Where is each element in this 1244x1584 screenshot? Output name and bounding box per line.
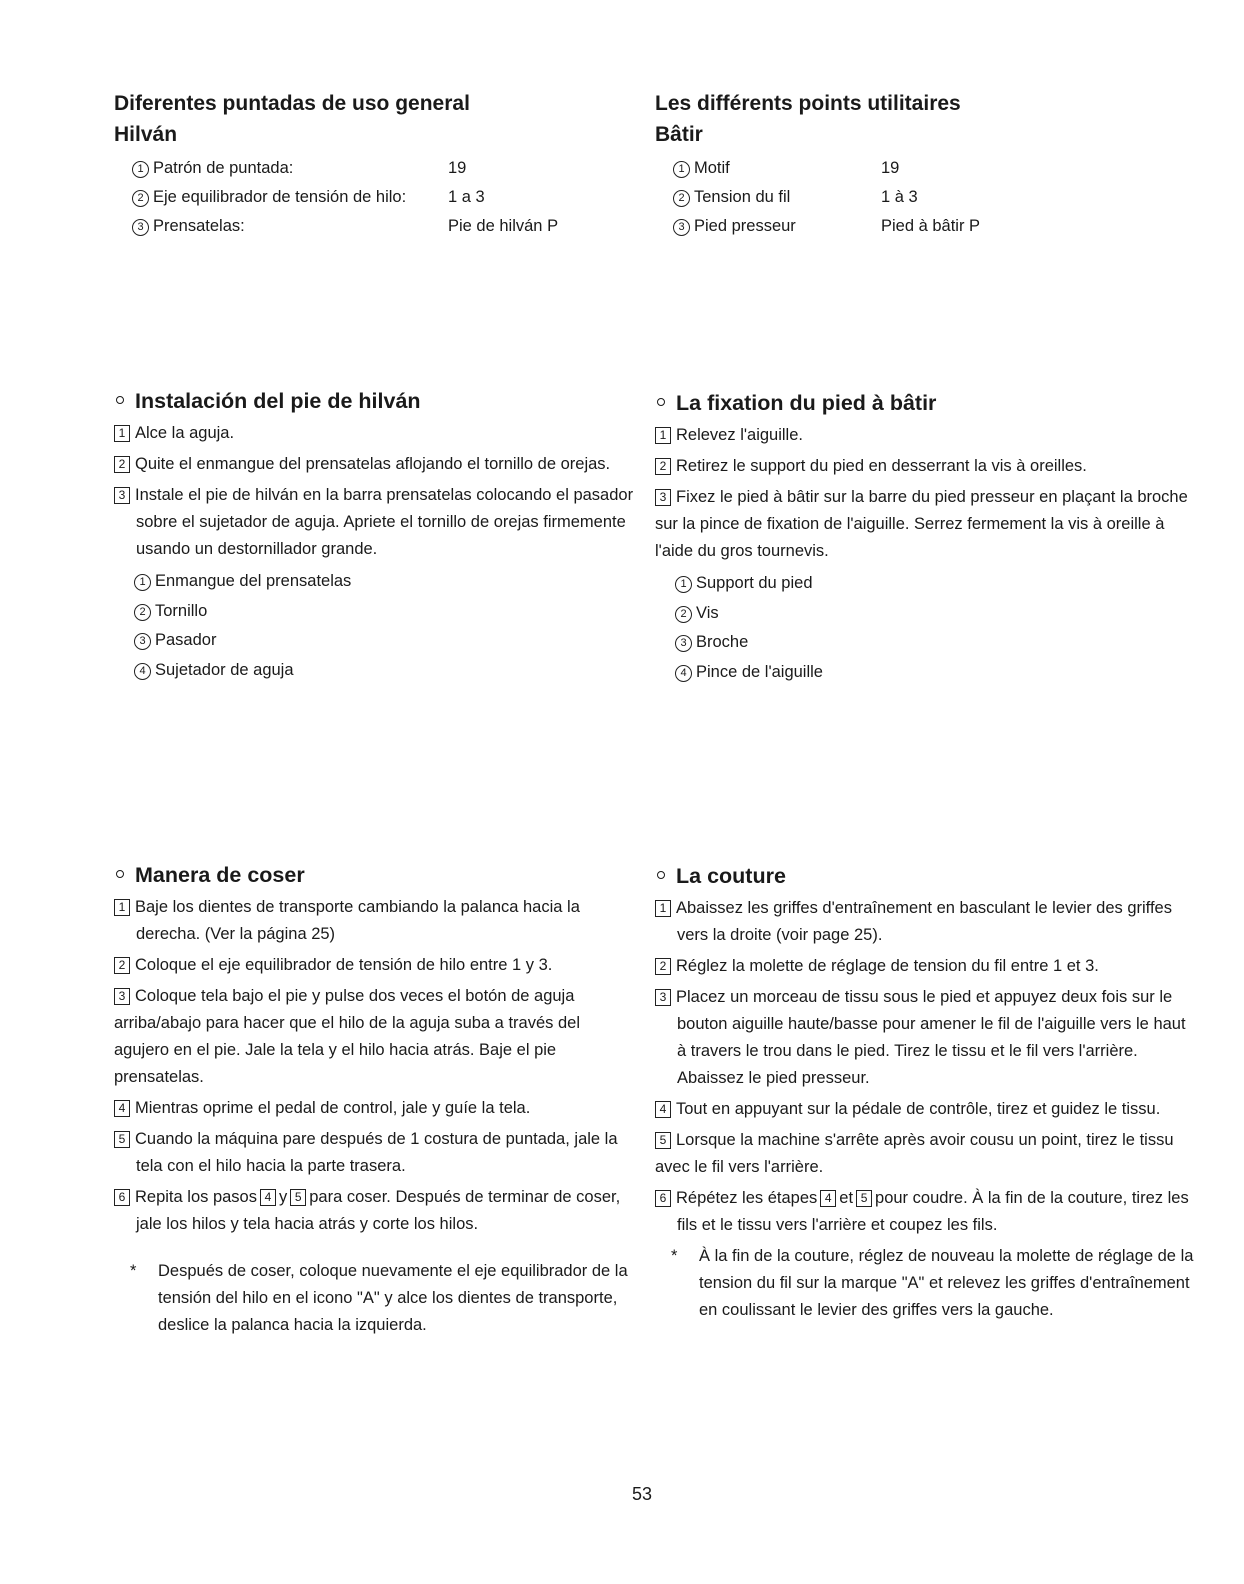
part-3 xyxy=(655,628,1195,658)
page-title-fr: Les différents points utilitaires xyxy=(655,92,961,115)
boxed-number: 1 xyxy=(114,899,130,916)
step-2 xyxy=(114,952,634,979)
circled-number: 4 xyxy=(675,665,692,682)
part-3 xyxy=(114,626,634,656)
part-label: Tornillo xyxy=(155,601,208,620)
boxed-number: 5 xyxy=(655,1132,671,1149)
step-text: Retirez le support du pied en desserrant la vis à oreilles. xyxy=(676,457,1087,475)
step-text: Coloque el eje equilibrador de tensión de hilo entre 1 y 3. xyxy=(135,956,553,974)
spec-value: 1 a 3 xyxy=(448,188,485,206)
spec-row-fr-2 xyxy=(655,183,1195,212)
section-title-text: La fixation du pied à bâtir xyxy=(676,391,937,415)
page-title-es: Diferentes puntadas de uso general xyxy=(114,92,470,115)
asterisk: * xyxy=(671,1247,678,1265)
boxed-number: 5 xyxy=(290,1189,306,1206)
spec-row-fr-1 xyxy=(655,154,1195,183)
boxed-number: 2 xyxy=(114,957,130,974)
circled-number: 3 xyxy=(134,633,151,650)
circled-number: 2 xyxy=(675,606,692,623)
boxed-number: 6 xyxy=(114,1189,130,1206)
page-number: 53 xyxy=(631,1484,653,1504)
spec-label: Prensatelas: xyxy=(153,217,245,235)
part-1 xyxy=(114,567,634,597)
circled-number: 1 xyxy=(673,161,690,178)
boxed-number: 5 xyxy=(856,1190,872,1207)
boxed-number: 4 xyxy=(260,1189,276,1206)
asterisk: * xyxy=(130,1262,137,1280)
note-es xyxy=(114,1258,634,1339)
step-text: et xyxy=(839,1189,854,1207)
step-text: Cuando la máquina pare después de 1 costura de puntada, jale la tela con el hilo hacia la parte trasera. xyxy=(135,1130,618,1175)
part-4 xyxy=(114,656,634,686)
spec-value: Pie de hilván P xyxy=(448,217,559,235)
section-title-text: La couture xyxy=(676,864,786,888)
step-1 xyxy=(114,420,634,447)
part-4 xyxy=(655,658,1195,688)
part-label: Pince de l'aiguille xyxy=(696,662,823,681)
part-2 xyxy=(655,599,1195,629)
sew-section-fr xyxy=(655,861,1195,1324)
boxed-number: 1 xyxy=(655,900,671,917)
note-fr xyxy=(655,1243,1195,1324)
step-text: Répétez les étapes xyxy=(676,1189,818,1207)
boxed-number: 3 xyxy=(655,989,671,1006)
step-text: Abaissez les griffes d'entraînement en basculant le levier des griffes vers la droite (voir page 25). xyxy=(676,899,1172,944)
boxed-number: 1 xyxy=(655,427,671,444)
step-text: Lorsque la machine s'arrête après avoir cousu un point, tirez le tissu avec le fil vers l'arrière. xyxy=(655,1131,1174,1176)
spec-value: Pied à bâtir P xyxy=(881,217,981,235)
part-1 xyxy=(655,569,1195,599)
step-6 xyxy=(655,1185,1195,1239)
circled-number: 3 xyxy=(673,219,690,236)
step-text: para coser. Después de terminar de coser, jale los hilos y tela hacia atrás y corte los hilos. xyxy=(136,1188,621,1233)
step-text: Alce la aguja. xyxy=(135,424,235,442)
step-3 xyxy=(655,484,1195,565)
step-text: Placez un morceau de tissu sous le pied et appuyez deux fois sur le bouton aiguille haute/basse pour amener le fil de l'aiguille vers le haut à travers le trou dans le pied. Tirez le tissu et le fil vers l'arrière. Abaissez le pied presseur. xyxy=(676,988,1186,1087)
boxed-number: 2 xyxy=(655,958,671,975)
circled-number: 2 xyxy=(134,604,151,621)
step-1 xyxy=(114,894,634,948)
circled-number: 1 xyxy=(132,161,149,178)
step-text: Quite el enmangue del prensatelas aflojando el tornillo de orejas. xyxy=(135,455,611,473)
circled-number: 2 xyxy=(132,190,149,207)
step-text: Relevez l'aiguille. xyxy=(676,426,803,444)
note-text: Después de coser, coloque nuevamente el eje equilibrador de la tensión del hilo en el icono "A" y alce los dientes de transporte, deslice la palanca hacia la izquierda. xyxy=(158,1262,628,1334)
spec-label: Patrón de puntada: xyxy=(153,159,294,177)
step-6 xyxy=(114,1184,634,1238)
part-label: Broche xyxy=(696,633,749,651)
section-title-text: Instalación del pie de hilván xyxy=(135,389,421,413)
section-title-sew-fr xyxy=(655,861,1195,891)
step-1 xyxy=(655,422,1195,449)
step-text: Fixez le pied à bâtir sur la barre du pied presseur en plaçant la broche sur la pince de fixation de l'aiguille. Serrez fermement la vis à oreille à l'aide du gros tournevis. xyxy=(655,488,1188,560)
circled-number: 2 xyxy=(673,190,690,207)
bullet-icon xyxy=(657,871,665,879)
boxed-number: 1 xyxy=(114,425,130,442)
spec-row-es-3 xyxy=(114,212,634,241)
step-text: Baje los dientes de transporte cambiando la palanca hacia la derecha. (Ver la página 25) xyxy=(135,898,580,943)
circled-number: 1 xyxy=(675,576,692,593)
step-1 xyxy=(655,895,1195,949)
part-label: Enmangue del prensatelas xyxy=(155,572,352,590)
spec-value: 19 xyxy=(448,159,467,177)
circled-number: 3 xyxy=(132,219,149,236)
step-2 xyxy=(655,953,1195,980)
step-5 xyxy=(655,1127,1195,1181)
section-title-text: Manera de coser xyxy=(135,863,305,887)
boxed-number: 4 xyxy=(114,1100,130,1117)
step-text: Repita los pasos xyxy=(135,1188,257,1206)
part-label: Sujetador de aguja xyxy=(155,660,294,679)
subtitle-es: Hilván xyxy=(114,123,178,146)
section-title-install-fr xyxy=(655,388,1195,418)
part-2 xyxy=(114,597,634,627)
sew-section-es xyxy=(114,860,634,1339)
step-text: y xyxy=(279,1188,288,1206)
note-text: À la fin de la couture, réglez de nouveau la molette de réglage de la tension du fil sur la marque "A" et relevez les griffes d'entraînement en coulissant le levier des griffes vers la gauche. xyxy=(699,1247,1194,1319)
boxed-number: 6 xyxy=(655,1190,671,1207)
step-text: Tout en appuyant sur la pédale de contrôle, tirez et guidez le tissu. xyxy=(676,1100,1161,1118)
step-text: pour coudre. À la fin de la couture, tirez les fils et le tissu vers l'arrière et coupez les fils. xyxy=(677,1189,1189,1234)
part-label: Pasador xyxy=(155,631,217,649)
spec-row-es-1 xyxy=(114,154,634,183)
boxed-number: 5 xyxy=(114,1131,130,1148)
boxed-number: 3 xyxy=(655,489,671,506)
step-text: Réglez la molette de réglage de tension du fil entre 1 et 3. xyxy=(676,957,1099,975)
step-text: Mientras oprime el pedal de control, jale y guíe la tela. xyxy=(135,1099,531,1117)
boxed-number: 4 xyxy=(820,1190,836,1207)
boxed-number: 4 xyxy=(655,1101,671,1118)
circled-number: 1 xyxy=(134,574,151,591)
part-label: Vis xyxy=(696,603,719,622)
spec-row-es-2 xyxy=(114,183,634,212)
subtitle-fr: Bâtir xyxy=(655,123,703,146)
step-3 xyxy=(114,983,634,1091)
boxed-number: 3 xyxy=(114,988,130,1005)
spec-label: Tension du fil xyxy=(694,188,791,206)
circled-number: 4 xyxy=(134,663,151,680)
spec-label: Eje equilibrador de tensión de hilo: xyxy=(153,188,407,206)
boxed-number: 3 xyxy=(114,487,130,504)
french-header xyxy=(655,88,1195,241)
step-4 xyxy=(655,1096,1195,1123)
bullet-icon xyxy=(657,398,665,406)
step-3 xyxy=(655,984,1195,1092)
step-4 xyxy=(114,1095,634,1122)
boxed-number: 2 xyxy=(114,456,130,473)
step-3 xyxy=(114,482,634,563)
install-section-es xyxy=(114,386,634,685)
step-2 xyxy=(114,451,634,478)
step-text: Instale el pie de hilván en la barra prensatelas colocando el pasador sobre el sujetador de aguja. Apriete el tornillo de orejas firmemente usando un destornillador grande. xyxy=(135,486,634,558)
section-title-install-es xyxy=(114,386,634,416)
spec-row-fr-3 xyxy=(655,212,1195,241)
spanish-header xyxy=(114,88,634,241)
install-section-fr xyxy=(655,388,1195,687)
spec-label: Motif xyxy=(694,159,730,177)
step-5 xyxy=(114,1126,634,1180)
boxed-number: 2 xyxy=(655,458,671,475)
step-text: Coloque tela bajo el pie y pulse dos veces el botón de aguja arriba/abajo para hacer que el hilo de la aguja suba a través del agujero en el pie. Jale la tela y el hilo hacia atrás. Baje el pie prensatelas. xyxy=(114,987,580,1086)
spec-value: 19 xyxy=(881,159,900,177)
bullet-icon xyxy=(116,870,124,878)
circled-number: 3 xyxy=(675,635,692,652)
part-label: Support du pied xyxy=(696,574,813,592)
spec-value: 1 à 3 xyxy=(881,188,918,206)
step-2 xyxy=(655,453,1195,480)
bullet-icon xyxy=(116,396,124,404)
spec-label: Pied presseur xyxy=(694,217,796,235)
section-title-sew-es xyxy=(114,860,634,890)
